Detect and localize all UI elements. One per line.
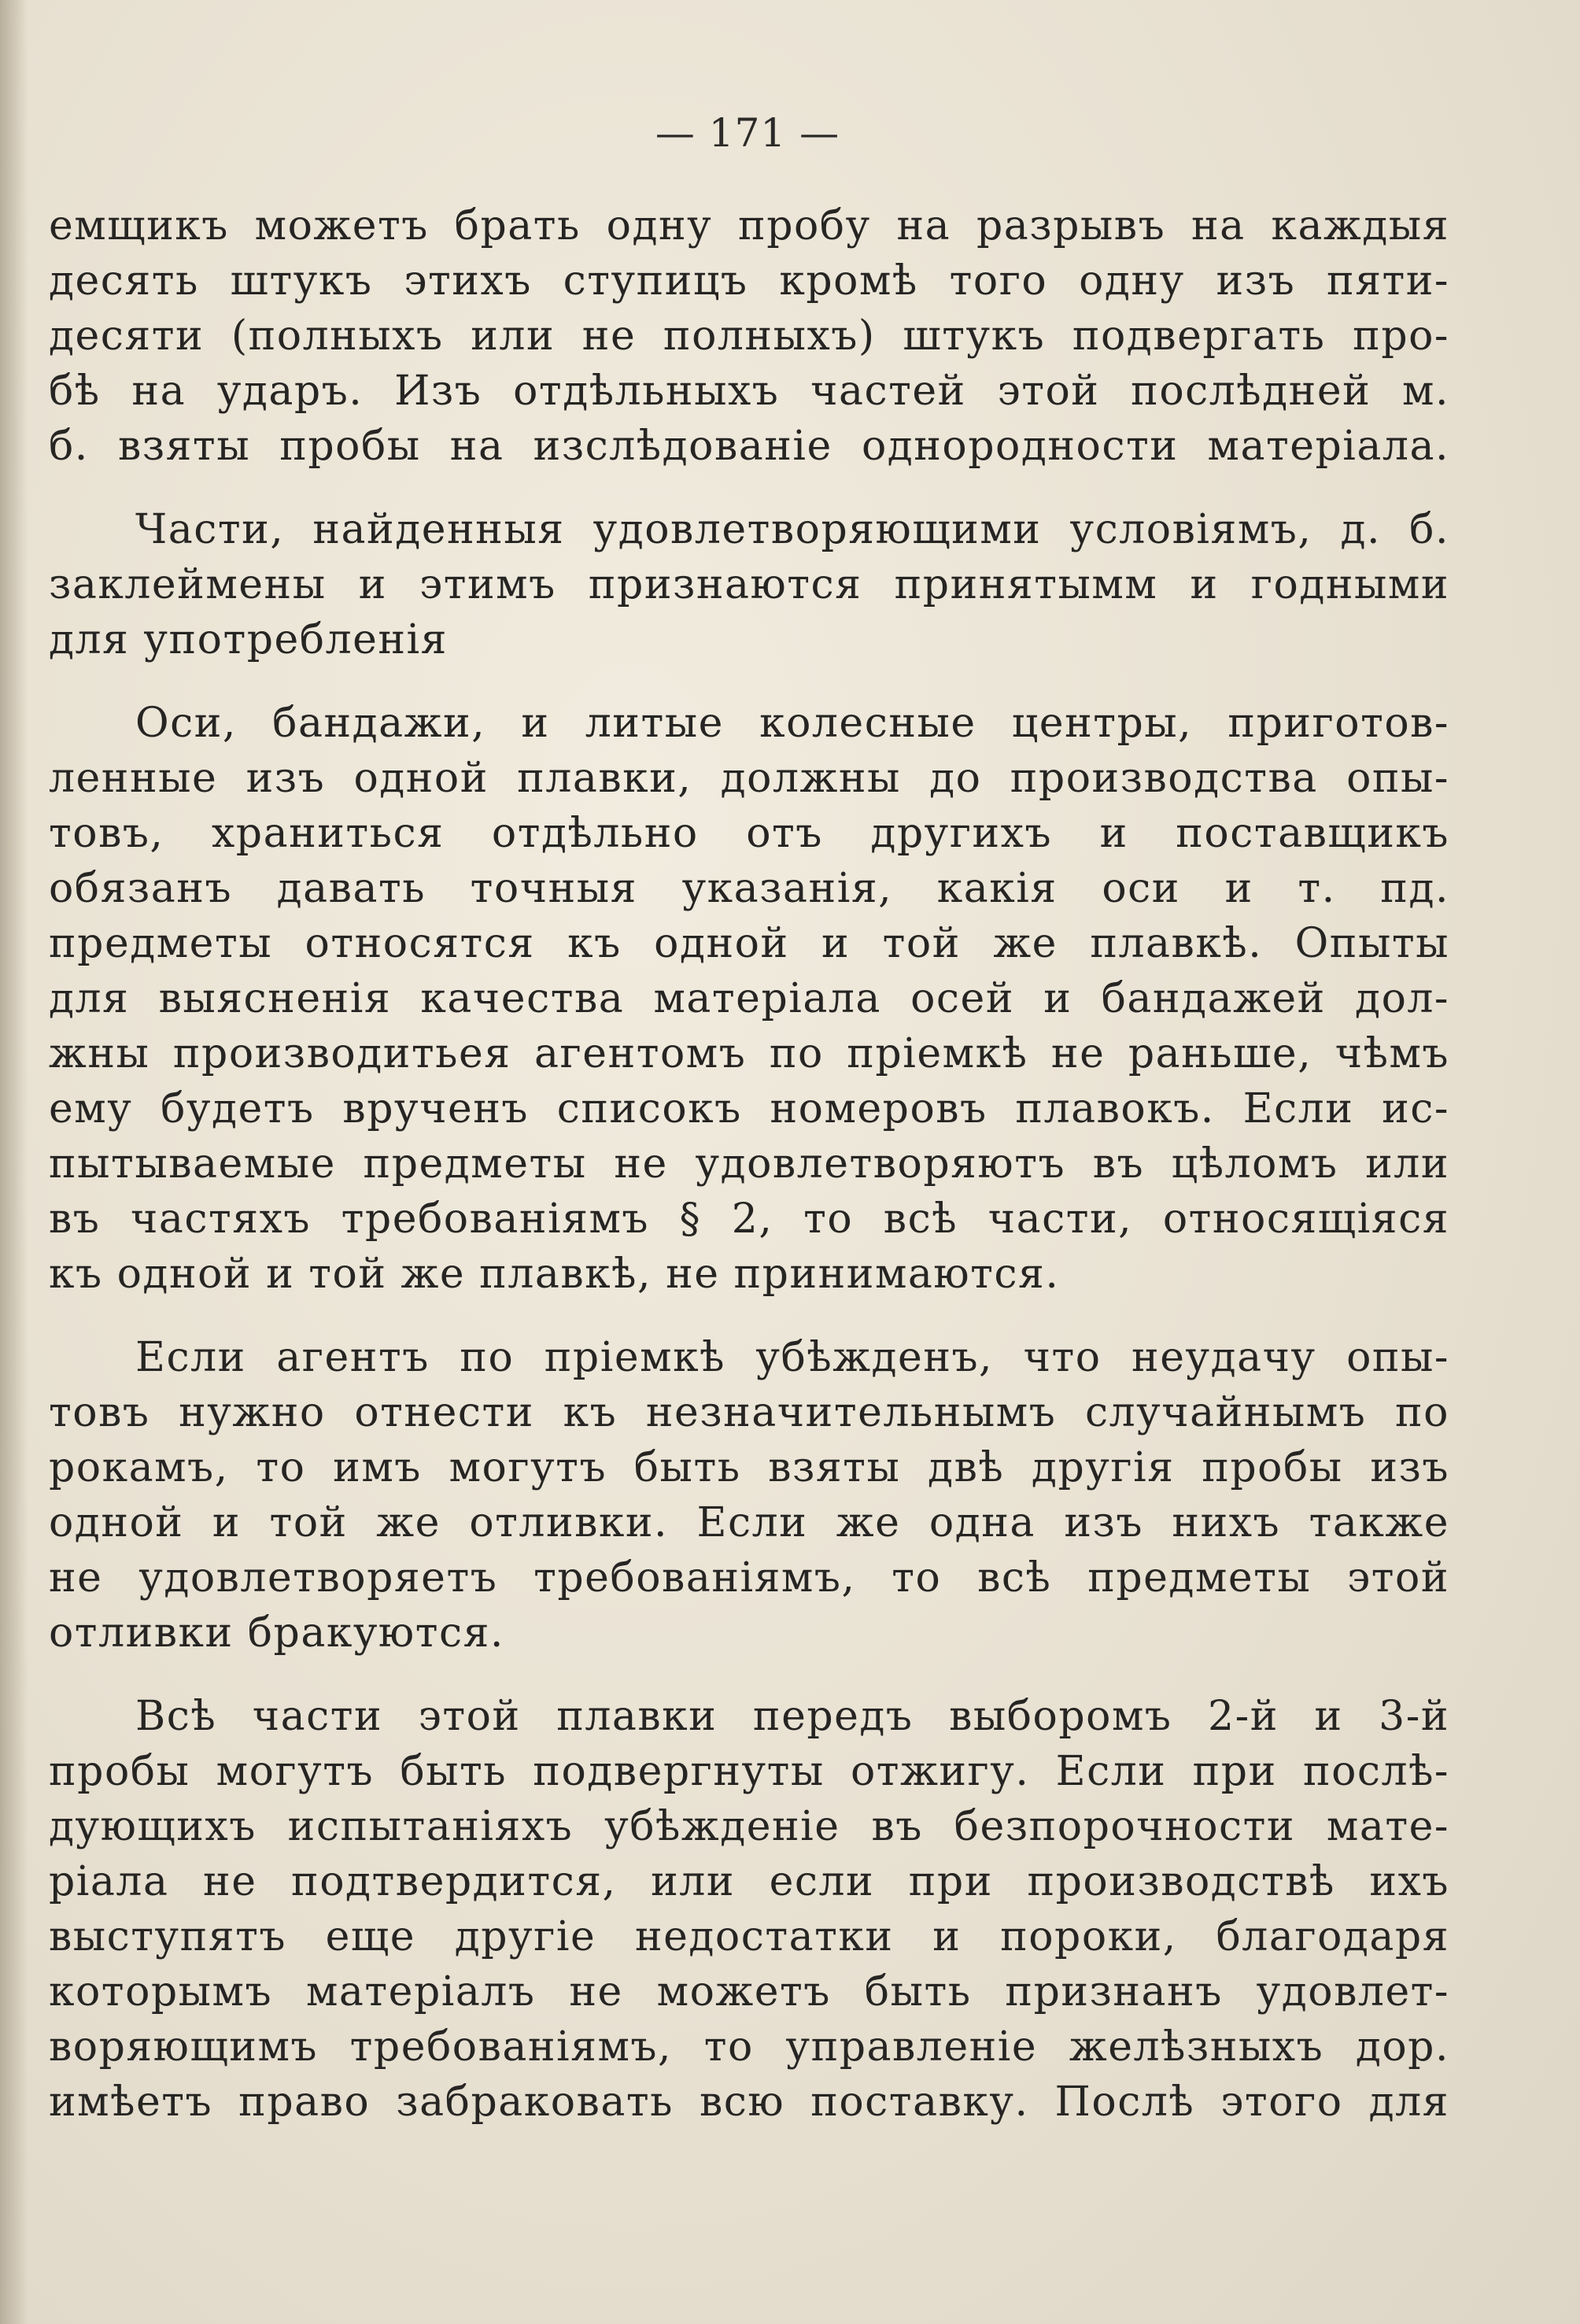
paragraph-1: [49, 198, 1449, 474]
text-line: дующихъ испытаніяхъ убѣжденіе въ безпорочности мате-: [49, 1803, 1449, 1850]
text-line: ріала не подтвердится, или если при производствѣ ихъ: [49, 1858, 1449, 1905]
text-line: пытываемые предметы не удовлетворяютъ въ цѣломъ или: [49, 1140, 1449, 1188]
text-line: десять штукъ этихъ ступицъ кромѣ того одну изъ пяти-: [49, 257, 1449, 305]
text-line: рокамъ, то имъ могутъ быть взяты двѣ другія пробы изъ: [49, 1444, 1449, 1491]
text-line: десяти (полныхъ или не полныхъ) штукъ подвергать про-: [49, 312, 1449, 360]
paragraph-3: [49, 696, 1449, 1302]
text-line: обязанъ давать точныя указанія, какія оси и т. пд.: [49, 865, 1449, 912]
text-line: Если агентъ по пріемкѣ убѣжденъ, что неудачу опы-: [135, 1334, 1449, 1381]
text-line: для употребленія: [49, 616, 448, 663]
text-line: къ одной и той же плавкѣ, не принимаются.: [49, 1251, 1060, 1298]
text-line: которымъ матеріалъ не можетъ быть признанъ удовлет-: [49, 1968, 1449, 2015]
text-line: одной и той же отливки. Если же одна изъ нихъ также: [49, 1499, 1449, 1546]
text-line: воряющимъ требованіямъ, то управленіе желѣзныхъ дор.: [49, 2023, 1449, 2071]
text-line: пробы могутъ быть подвергнуты отжигу. Если при послѣ-: [49, 1748, 1449, 1795]
text-line: для выясненія качества матеріала осей и бандажей дол-: [49, 975, 1449, 1022]
paragraph-2: [49, 502, 1449, 667]
body-text: [49, 198, 1449, 2130]
text-line: Части, найденныя удовлетворяющими условіямъ, д. б.: [135, 506, 1449, 553]
text-line: въ частяхъ требованіямъ § 2, то всѣ части, относящіяся: [49, 1195, 1449, 1243]
paragraph-4: [49, 1330, 1449, 1661]
paragraph-5: [49, 1689, 1449, 2130]
text-line: заклеймены и этимъ признаются принятымм и годными: [49, 561, 1449, 608]
text-line: бѣ на ударъ. Изъ отдѣльныхъ частей этой послѣдней м.: [49, 368, 1449, 415]
text-line: отливки бракуются.: [49, 1609, 504, 1657]
text-line: Оси, бандажи, и литые колесные центры, приготов-: [135, 700, 1449, 747]
text-line: выступятъ еще другіе недостатки и пороки, благодаря: [49, 1913, 1449, 1960]
text-line: товъ нужно отнести къ незначительнымъ случайнымъ по: [49, 1389, 1449, 1436]
text-line: не удовлетворяетъ требованіямъ, то всѣ предметы этой: [49, 1554, 1449, 1602]
text-line: товъ, храниться отдѣльно отъ другихъ и поставщикъ: [49, 810, 1449, 857]
text-line: ему будетъ врученъ списокъ номеровъ плавокъ. Если ис-: [49, 1085, 1449, 1132]
text-line: Всѣ части этой плавки передъ выборомъ 2-й и 3-й: [135, 1693, 1449, 1740]
text-line: емщикъ можетъ брать одну пробу на разрывъ на каждыя: [49, 202, 1449, 249]
text-line: жны производитьея агентомъ по пріемкѣ не раньше, чѣмъ: [49, 1030, 1449, 1077]
text-line: ленные изъ одной плавки, должны до производства опы-: [49, 755, 1449, 802]
page-number: — 171 —: [655, 110, 840, 156]
text-line: имѣетъ право забраковать всю поставку. Послѣ этого для: [49, 2078, 1449, 2126]
text-line: предметы относятся къ одной и той же плавкѣ. Опыты: [49, 920, 1449, 967]
text-line: б. взяты пробы на изслѣдованіе однородности матеріала.: [49, 423, 1449, 470]
